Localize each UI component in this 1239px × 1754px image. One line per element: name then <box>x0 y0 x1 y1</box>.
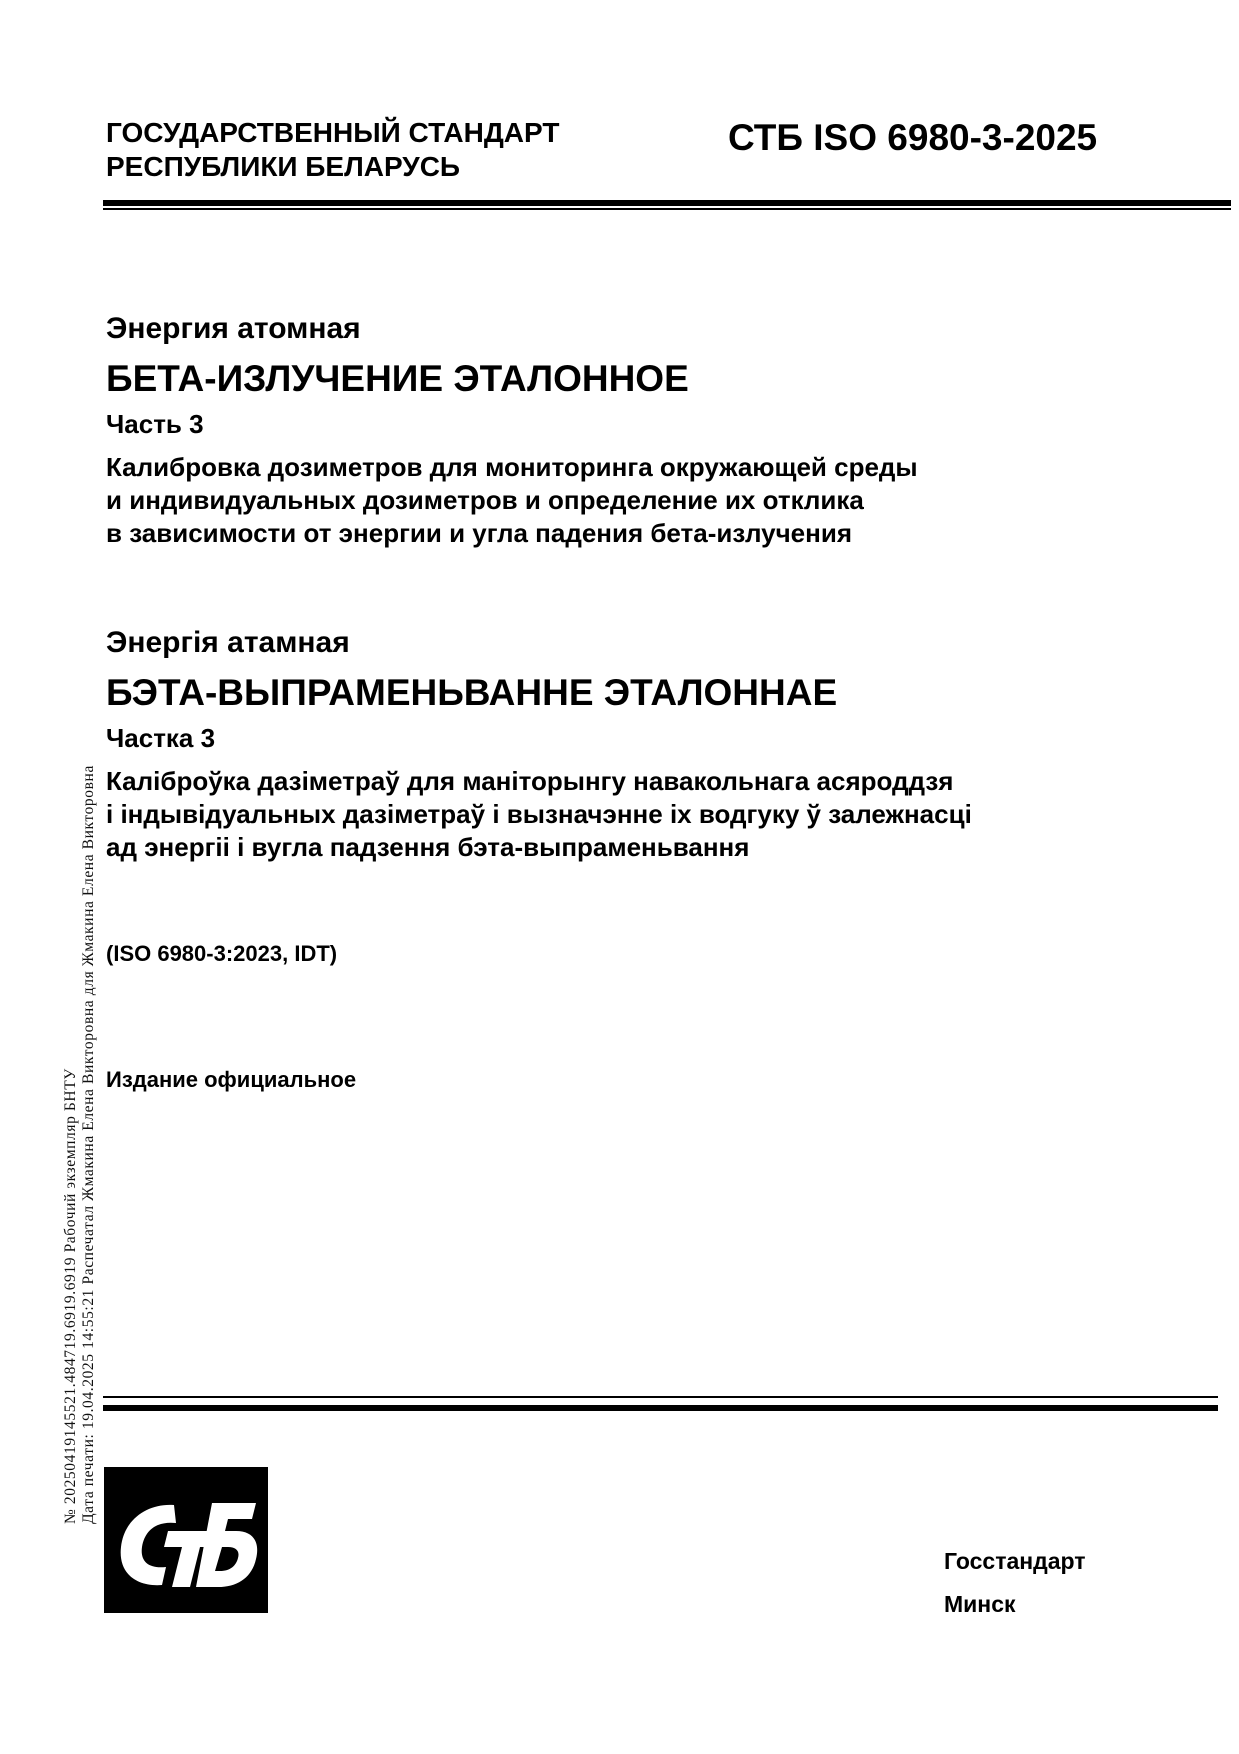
footer-rule-thick <box>103 1405 1218 1411</box>
footer-rule-thin <box>103 1396 1218 1398</box>
publisher-name: Госстандарт <box>944 1548 1086 1574</box>
by-desc-line-1: Каліброўка дазіметраў для маніторынгу навакольнага асяроддзя <box>106 766 954 796</box>
by-subtitle: Энергія атамная <box>106 626 350 659</box>
by-part: Частка 3 <box>106 723 216 753</box>
ru-subtitle: Энергия атомная <box>106 312 361 345</box>
stb-logo-icon <box>104 1467 268 1613</box>
edition-label: Издание официальное <box>106 1067 357 1092</box>
header-line-2: РЕСПУБЛИКИ БЕЛАРУСЬ <box>106 151 461 182</box>
header-rule-thin <box>103 208 1231 210</box>
stb-logo-graphic <box>104 1467 268 1613</box>
standard-code: СТБ ISO 6980-3-2025 <box>728 117 1098 158</box>
ru-desc-line-1: Калибровка дозиметров для мониторинга окружающей среды <box>106 452 918 482</box>
by-desc-line-3: ад энергіі і вугла падзення бэта-выпраменьвання <box>106 832 750 862</box>
ru-title: БЕТА-ИЗЛУЧЕНИЕ ЭТАЛОННОЕ <box>106 358 689 399</box>
by-desc-line-2: і індывідуальных дазіметраў і вызначэнне іх водгуку ў залежнасці <box>106 799 972 829</box>
header-rule-thick <box>103 200 1231 206</box>
side-stamp-line-1: № 20250419145521.484719.6919.6919 Рабочий экземпляр БНТУ <box>62 1068 79 1524</box>
side-stamp-line-2: Дата печати: 19.04.2025 14:55:21 Распечатал Жмакина Елена Викторовна для Жмакина Елена Викторовна <box>80 765 97 1524</box>
ru-desc-line-2: и индивидуальных дозиметров и определение их отклика <box>106 485 864 515</box>
by-title: БЭТА-ВЫПРАМЕНЬВАННЕ ЭТАЛОННАЕ <box>106 672 838 713</box>
header-line-1: ГОСУДАРСТВЕННЫЙ СТАНДАРТ <box>106 117 560 148</box>
ru-part: Часть 3 <box>106 409 204 439</box>
publisher-city: Минск <box>944 1591 1016 1617</box>
ru-desc-line-3: в зависимости от энергии и угла падения бета-излучения <box>106 518 853 548</box>
iso-identity-note: (ISO 6980-3:2023, IDT) <box>106 941 338 966</box>
side-stamp <box>62 765 98 1524</box>
